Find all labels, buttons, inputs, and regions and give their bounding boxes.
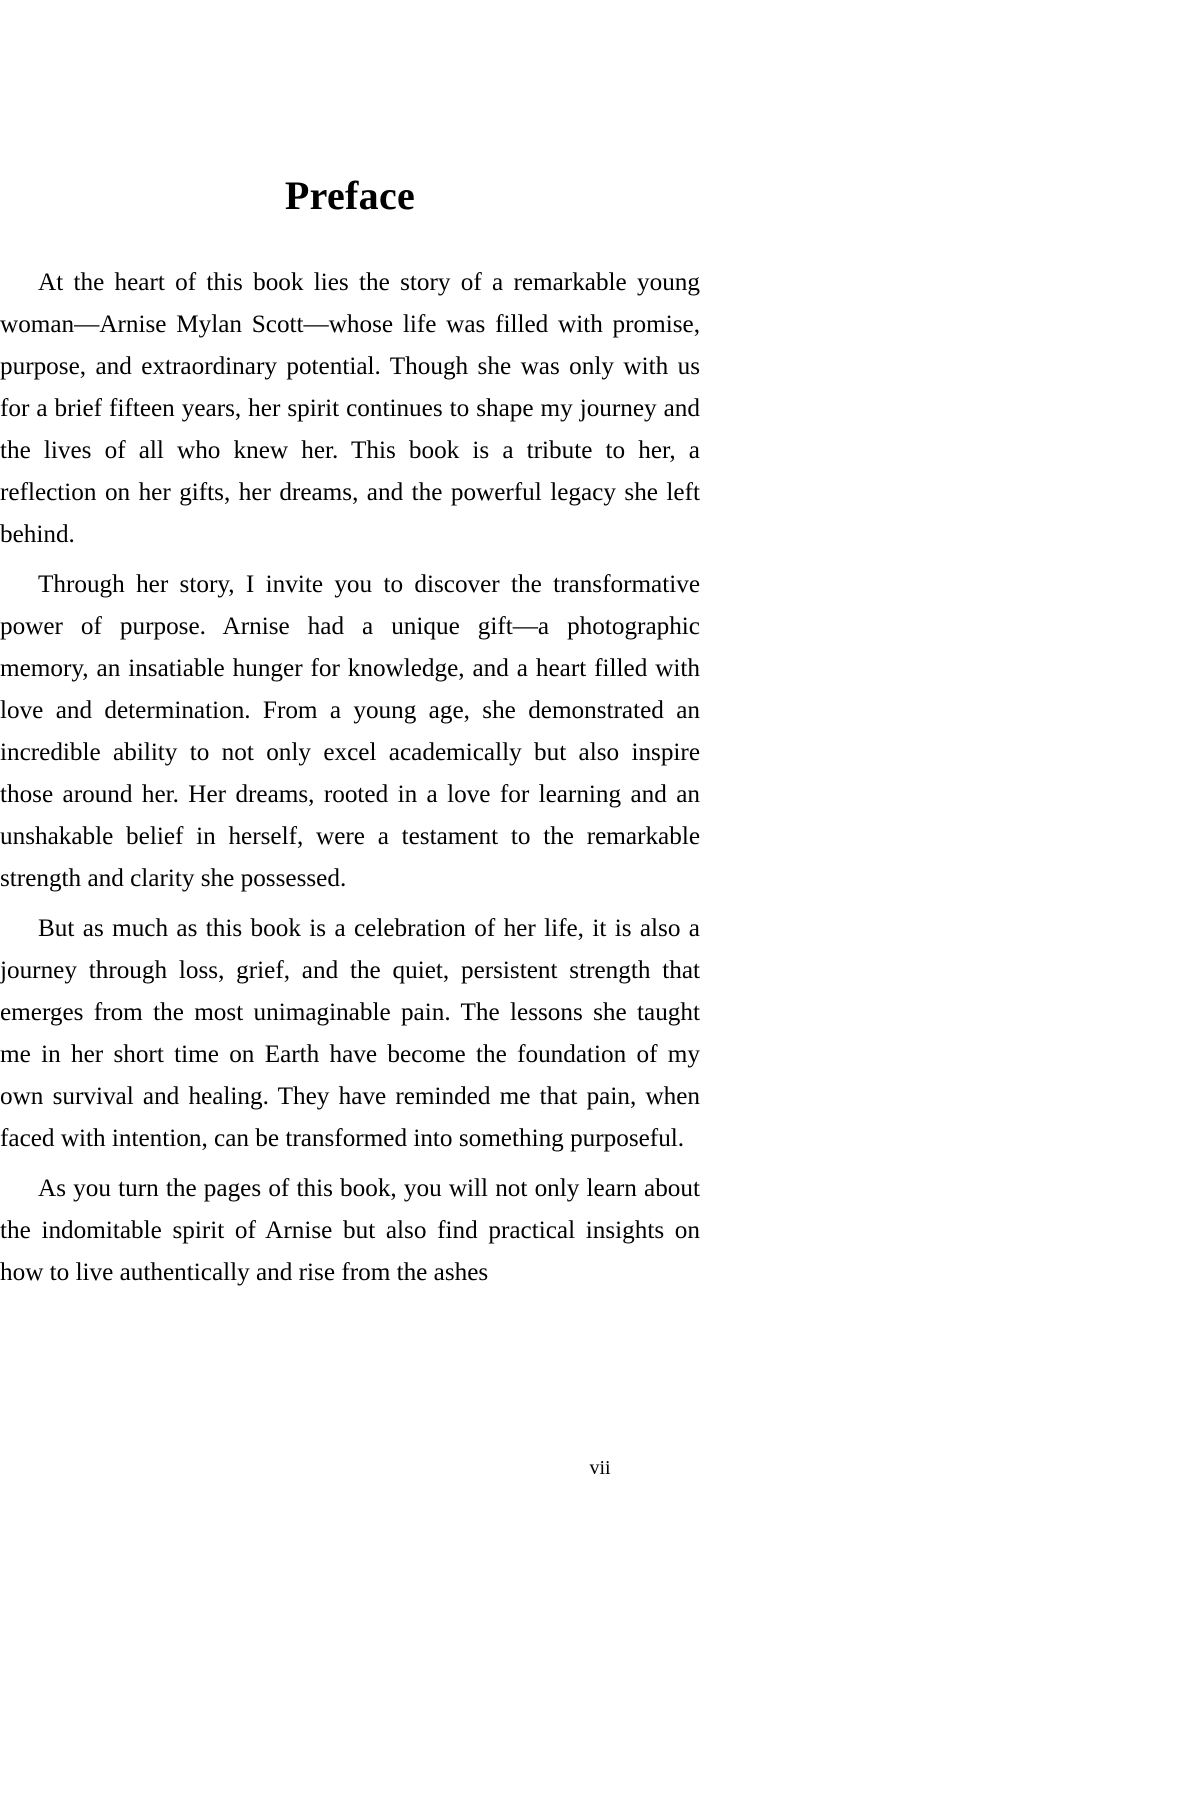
paragraph-3: But as much as this book is a celebration of her life, it is also a journey through loss, grief, and the quiet, persistent strength that emerges from the most unimaginable pain. The lessons she taught me in her short time on Earth have become the foundation of my own survival and healing. They have reminded me that pain, when faced with intention, can be transformed into something purposeful. bbox=[0, 915, 700, 1152]
paragraph-1: At the heart of this book lies the story of a remarkable young woman—Arnise Mylan Scott—whose life was filled with promise, purpose, and extraordinary potential. Though she was only with us for a brief fifteen years, her spirit continues to shape my journey and the lives of all who knew her. This book is a tribute to her, a reflection on her gifts, her dreams, and the powerful legacy she left behind. bbox=[0, 269, 700, 548]
preface-body bbox=[0, 262, 700, 1294]
paragraph-4: As you turn the pages of this book, you will not only learn about the indomitable spirit of Arnise but also find practical insights on how to live authentically and rise from the ashes bbox=[0, 1175, 700, 1286]
paragraph-2: Through her story, I invite you to discover the transformative power of purpose. Arnise had a unique gift—a photographic memory, an insatiable hunger for knowledge, and a heart filled with love and determination. From a young age, she demonstrated an incredible ability to not only excel academically but also inspire those around her. Her dreams, rooted in a love for learning and an unshakable belief in herself, were a testament to the remarkable strength and clarity she possessed. bbox=[0, 571, 700, 892]
page-title: Preface bbox=[284, 173, 416, 218]
page-number: vii bbox=[589, 1457, 611, 1479]
